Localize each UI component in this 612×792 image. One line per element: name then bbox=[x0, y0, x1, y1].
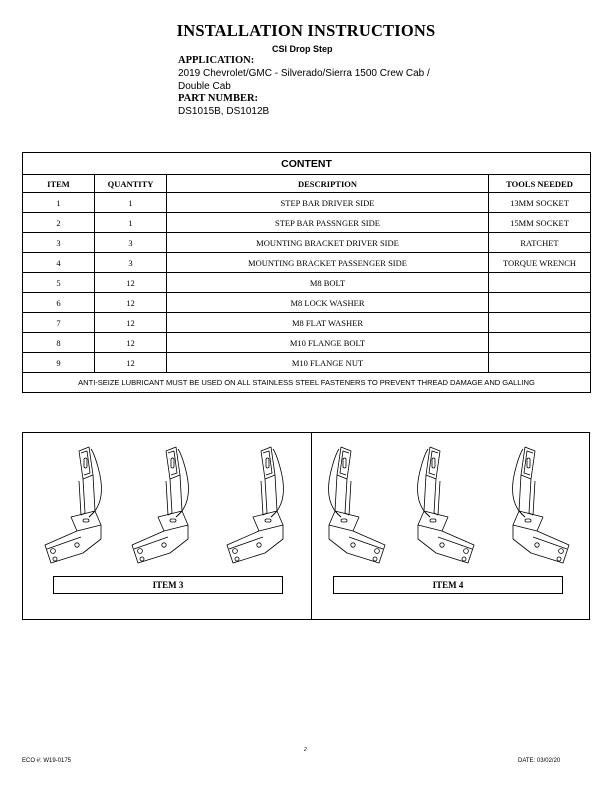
description-cell: MOUNTING BRACKET DRIVER SIDE bbox=[167, 233, 489, 253]
part-numbers: DS1015B, DS1012B bbox=[178, 106, 270, 118]
table-row bbox=[23, 193, 591, 213]
tool-cell: TORQUE WRENCH bbox=[489, 253, 591, 273]
item-3-label: ITEM 3 bbox=[53, 576, 283, 594]
description-cell: M10 FLANGE BOLT bbox=[167, 333, 489, 353]
application-line-2: Double Cab bbox=[178, 80, 231, 92]
item-cell: 4 bbox=[23, 253, 95, 273]
bracket-passenger-icon bbox=[406, 441, 482, 571]
bracket-driver-icon bbox=[37, 441, 113, 571]
table-row bbox=[23, 213, 591, 233]
content-table-title: CONTENT bbox=[23, 153, 591, 175]
item-cell: 6 bbox=[23, 293, 95, 313]
item-cell: 5 bbox=[23, 273, 95, 293]
application-label: APPLICATION: bbox=[178, 55, 255, 66]
part-number-label: PART NUMBER: bbox=[178, 93, 259, 105]
quantity-cell: 12 bbox=[95, 333, 167, 353]
column-header-quantity: QUANTITY bbox=[95, 175, 167, 193]
bracket-figure bbox=[22, 432, 590, 620]
column-header-description: DESCRIPTION bbox=[167, 175, 489, 193]
table-row bbox=[23, 353, 591, 373]
item-cell: 7 bbox=[23, 313, 95, 333]
table-row bbox=[23, 333, 591, 353]
item-cell: 8 bbox=[23, 333, 95, 353]
description-cell: M8 FLAT WASHER bbox=[167, 313, 489, 333]
table-row bbox=[23, 233, 591, 253]
item-cell: 1 bbox=[23, 193, 95, 213]
item-cell: 3 bbox=[23, 233, 95, 253]
quantity-cell: 3 bbox=[95, 233, 167, 253]
tool-cell: 13MM SOCKET bbox=[489, 193, 591, 213]
tool-cell bbox=[489, 313, 591, 333]
application-block bbox=[178, 55, 498, 119]
table-row bbox=[23, 253, 591, 273]
quantity-cell: 12 bbox=[95, 353, 167, 373]
tool-cell: RATCHET bbox=[489, 233, 591, 253]
quantity-cell: 1 bbox=[95, 213, 167, 233]
tool-cell: 15MM SOCKET bbox=[489, 213, 591, 233]
tool-cell bbox=[489, 353, 591, 373]
item-cell: 2 bbox=[23, 213, 95, 233]
figure-divider bbox=[311, 433, 312, 619]
table-row bbox=[23, 273, 591, 293]
bracket-passenger-icon bbox=[501, 441, 577, 571]
document-title: INSTALLATION INSTRUCTIONS bbox=[176, 21, 436, 40]
bracket-passenger-icon bbox=[317, 441, 393, 571]
quantity-cell: 3 bbox=[95, 253, 167, 273]
bracket-driver-icon bbox=[219, 441, 295, 571]
item-cell: 9 bbox=[23, 353, 95, 373]
description-cell: M8 BOLT bbox=[167, 273, 489, 293]
column-header-item: ITEM bbox=[23, 175, 95, 193]
description-cell: STEP BAR DRIVER SIDE bbox=[167, 193, 489, 213]
description-cell: MOUNTING BRACKET PASSENGER SIDE bbox=[167, 253, 489, 273]
product-name: CSI Drop Step bbox=[272, 44, 333, 54]
item-4-label: ITEM 4 bbox=[333, 576, 563, 594]
page-mark: 2 bbox=[304, 747, 307, 753]
content-table bbox=[22, 152, 591, 393]
description-cell: M10 FLANGE NUT bbox=[167, 353, 489, 373]
tool-cell bbox=[489, 333, 591, 353]
bracket-driver-icon bbox=[124, 441, 200, 571]
eco-number: ECO #: W19-0175 bbox=[22, 758, 72, 764]
tool-cell bbox=[489, 273, 591, 293]
table-row bbox=[23, 293, 591, 313]
quantity-cell: 12 bbox=[95, 313, 167, 333]
quantity-cell: 12 bbox=[95, 273, 167, 293]
column-header-tools: TOOLS NEEDED bbox=[489, 175, 591, 193]
description-cell: STEP BAR PASSNGER SIDE bbox=[167, 213, 489, 233]
table-row bbox=[23, 313, 591, 333]
description-cell: M8 LOCK WASHER bbox=[167, 293, 489, 313]
quantity-cell: 1 bbox=[95, 193, 167, 213]
application-line-1: 2019 Chevrolet/GMC - Silverado/Sierra 1500 Crew Cab / bbox=[178, 67, 430, 79]
document-date: DATE: 03/02/20 bbox=[518, 758, 561, 764]
anti-seize-note: ANTI-SEIZE LUBRICANT MUST BE USED ON ALL STAINLESS STEEL FASTENERS TO PREVENT THREAD DAMAGE AND GALLING bbox=[23, 373, 591, 393]
tool-cell bbox=[489, 293, 591, 313]
quantity-cell: 12 bbox=[95, 293, 167, 313]
